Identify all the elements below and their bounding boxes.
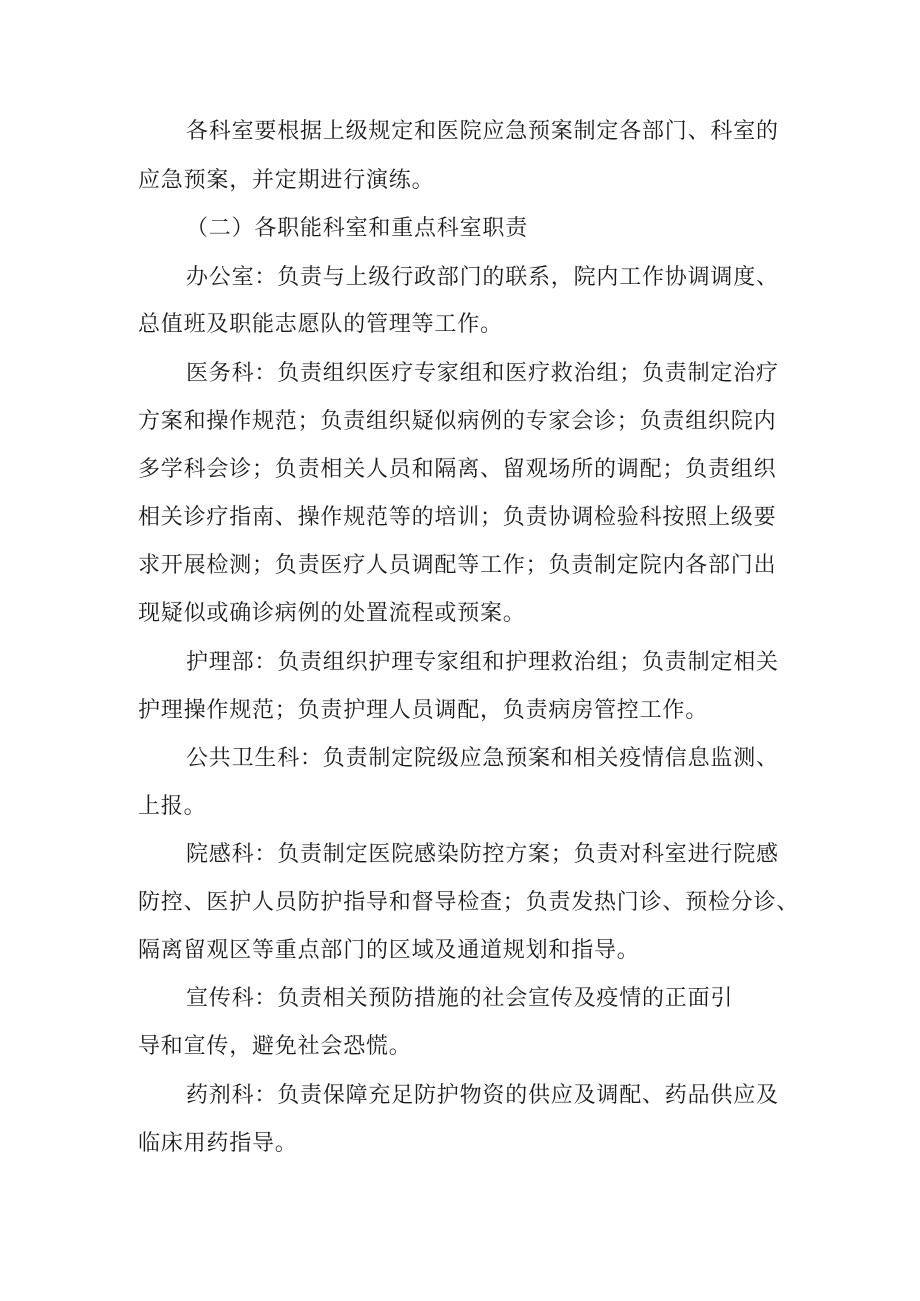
section-heading: （二）各职能科室和重点科室职责 [186,216,529,241]
paragraph-line: 院感科：负责制定医院感染防控方案；负责对科室进行院感 [186,842,779,867]
paragraph-line: 各科室要根据上级规定和医院应急预案制定各部门、科室的 [186,119,779,144]
paragraph-line: 公共卫生科：负责制定院级应急预案和相关疫情信息监测、 [186,746,779,771]
paragraph-line: 方案和操作规范；负责组织疑似病例的专家会诊；负责组织院内 [138,409,777,434]
paragraph-line: 防控、医护人员防护指导和督导检查；负责发热门诊、预检分诊、 [138,890,800,915]
paragraph-line: 护理操作规范；负责护理人员调配，负责病房管控工作。 [138,698,709,723]
paragraph-line: 隔离留观区等重点部门的区域及通道规划和指导。 [138,938,640,963]
paragraph-line: 现疑似或确诊病例的处置流程或预案。 [138,601,526,626]
paragraph-line: 临床用药指导。 [138,1131,298,1156]
paragraph-line: 药剂科：负责保障充足防护物资的供应及调配、药品供应及 [186,1083,779,1108]
paragraph-line: 多学科会诊；负责相关人员和隔离、留观场所的调配；负责组织 [138,457,777,482]
paragraph-line: 医务科：负责组织医疗专家组和医疗救治组；负责制定治疗 [186,361,779,386]
paragraph-line: 应急预案，并定期进行演练。 [138,168,435,193]
paragraph-line: 办公室：负责与上级行政部门的联系，院内工作协调调度、 [186,265,779,290]
paragraph-line: 上报。 [138,794,207,819]
paragraph-line: 导和宣传，避免社会恐慌。 [138,1034,412,1059]
paragraph-line: 相关诊疗指南、操作规范等的培训；负责协调检验科按照上级要 [138,505,777,530]
paragraph-line: 护理部：负责组织护理专家组和护理救治组；负责制定相关 [186,650,779,675]
paragraph-line: 宣传科：负责相关预防措施的社会宣传及疫情的正面引 [186,986,734,1011]
paragraph-line: 总值班及职能志愿队的管理等工作。 [138,312,503,337]
paragraph-line: 求开展检测；负责医疗人员调配等工作；负责制定院内各部门出 [138,553,777,578]
